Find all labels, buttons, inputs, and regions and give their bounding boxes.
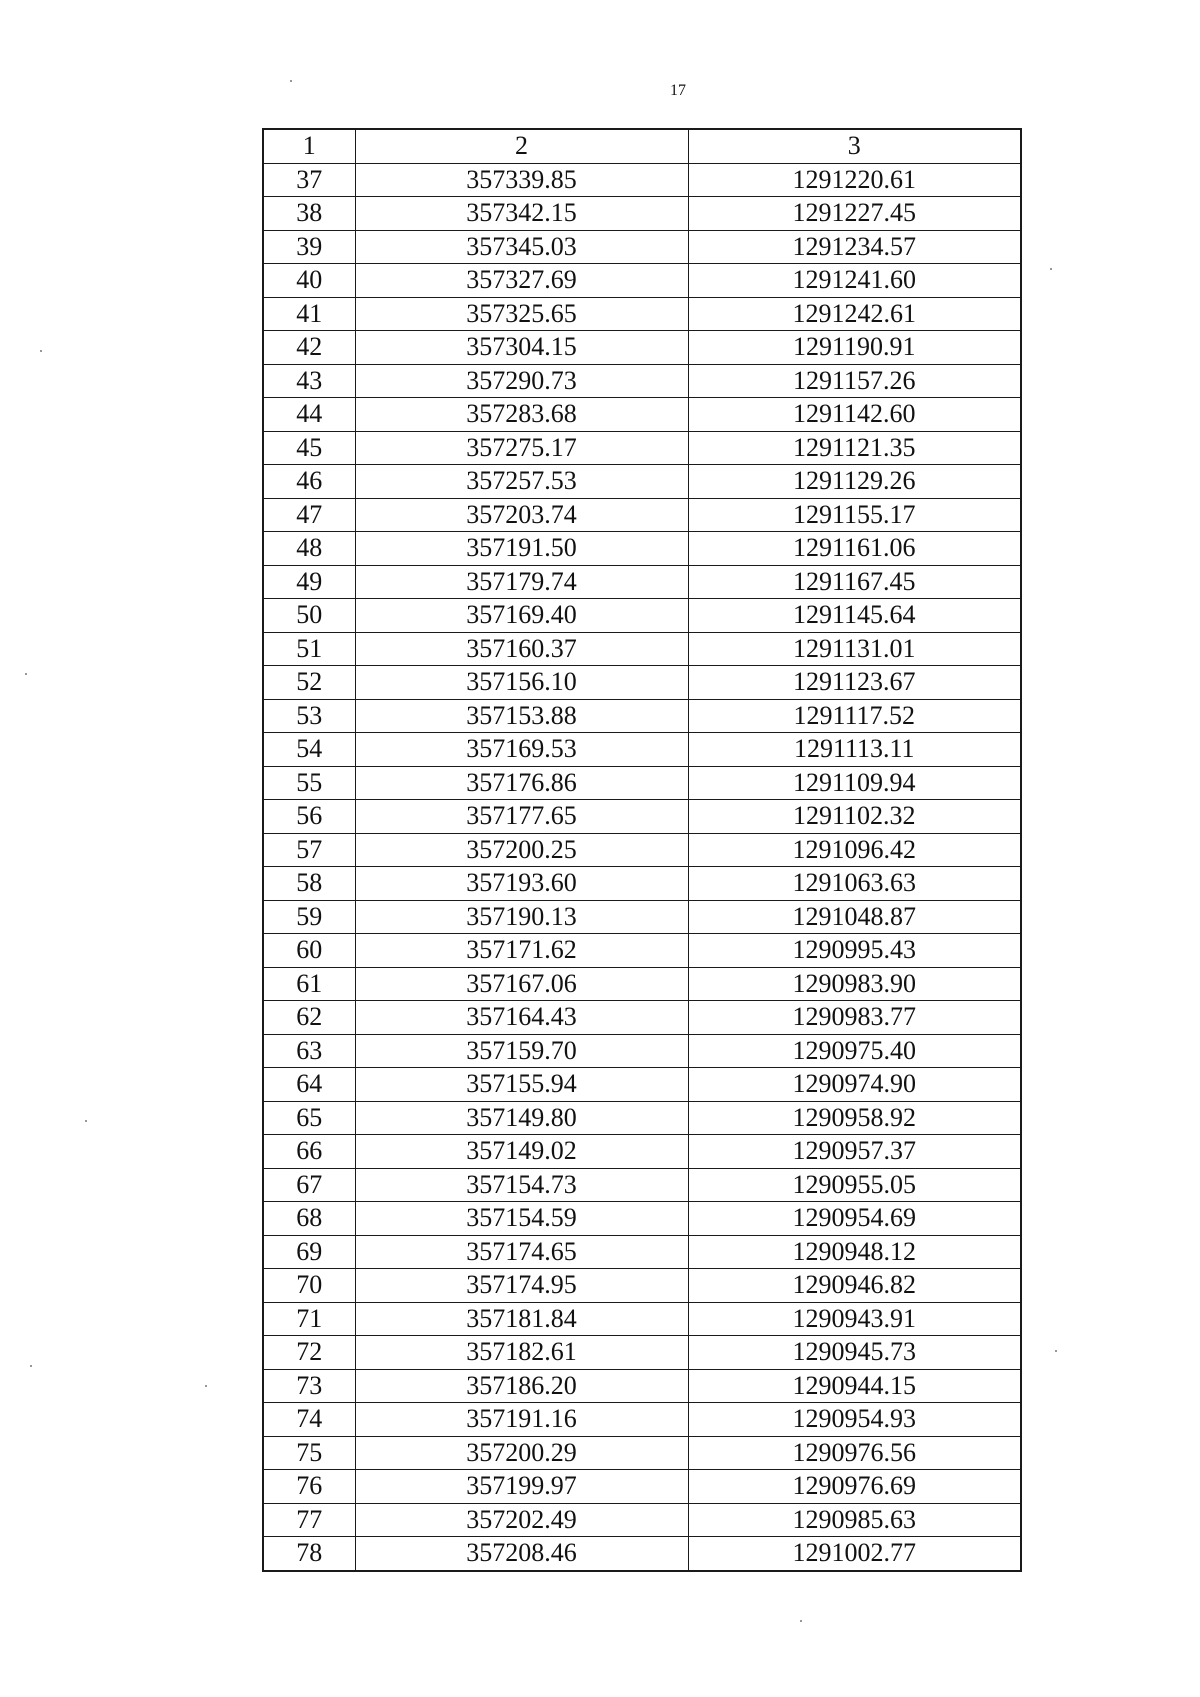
coordinate-x-cell: 357167.06 bbox=[355, 967, 688, 1001]
coordinate-x-cell: 357171.62 bbox=[355, 934, 688, 968]
point-number-cell: 51 bbox=[263, 632, 355, 666]
point-number-cell: 71 bbox=[263, 1302, 355, 1336]
point-number-cell: 63 bbox=[263, 1034, 355, 1068]
table-row bbox=[263, 967, 1021, 1001]
coordinate-x-cell: 357186.20 bbox=[355, 1369, 688, 1403]
point-number-cell: 50 bbox=[263, 599, 355, 633]
table-row bbox=[263, 1503, 1021, 1537]
point-number-cell: 49 bbox=[263, 565, 355, 599]
coordinate-y-cell: 1290957.37 bbox=[688, 1135, 1021, 1169]
point-number-cell: 56 bbox=[263, 800, 355, 834]
coordinate-x-cell: 357208.46 bbox=[355, 1537, 688, 1571]
coordinate-x-cell: 357203.74 bbox=[355, 498, 688, 532]
point-number-cell: 66 bbox=[263, 1135, 355, 1169]
coordinate-y-cell: 1291109.94 bbox=[688, 766, 1021, 800]
scan-speck bbox=[30, 1365, 32, 1367]
coordinate-y-cell: 1290946.82 bbox=[688, 1269, 1021, 1303]
coordinate-x-cell: 357202.49 bbox=[355, 1503, 688, 1537]
scan-speck bbox=[85, 1120, 87, 1122]
coordinate-x-cell: 357149.02 bbox=[355, 1135, 688, 1169]
table-row bbox=[263, 431, 1021, 465]
coordinate-y-cell: 1290955.05 bbox=[688, 1168, 1021, 1202]
table-row bbox=[263, 934, 1021, 968]
coordinate-x-cell: 357283.68 bbox=[355, 398, 688, 432]
point-number-cell: 39 bbox=[263, 230, 355, 264]
table-header bbox=[263, 129, 1021, 163]
coordinate-y-cell: 1291113.11 bbox=[688, 733, 1021, 767]
coordinate-y-cell: 1291220.61 bbox=[688, 163, 1021, 197]
coordinate-x-cell: 357304.15 bbox=[355, 331, 688, 365]
coordinate-y-cell: 1290976.69 bbox=[688, 1470, 1021, 1504]
coordinate-x-cell: 357200.25 bbox=[355, 833, 688, 867]
coordinate-x-cell: 357191.16 bbox=[355, 1403, 688, 1437]
table-row bbox=[263, 364, 1021, 398]
table-row bbox=[263, 1202, 1021, 1236]
point-number-cell: 42 bbox=[263, 331, 355, 365]
coordinate-x-cell: 357181.84 bbox=[355, 1302, 688, 1336]
coordinate-x-cell: 357339.85 bbox=[355, 163, 688, 197]
coordinate-x-cell: 357199.97 bbox=[355, 1470, 688, 1504]
coordinate-x-cell: 357191.50 bbox=[355, 532, 688, 566]
coordinate-y-cell: 1290945.73 bbox=[688, 1336, 1021, 1370]
table-row bbox=[263, 532, 1021, 566]
point-number-cell: 41 bbox=[263, 297, 355, 331]
coordinate-x-cell: 357156.10 bbox=[355, 666, 688, 700]
coordinate-x-cell: 357182.61 bbox=[355, 1336, 688, 1370]
point-number-cell: 44 bbox=[263, 398, 355, 432]
point-number-cell: 67 bbox=[263, 1168, 355, 1202]
coordinate-x-cell: 357325.65 bbox=[355, 297, 688, 331]
table-row bbox=[263, 800, 1021, 834]
coordinate-y-cell: 1291161.06 bbox=[688, 532, 1021, 566]
table-row bbox=[263, 1135, 1021, 1169]
scan-speck bbox=[800, 1620, 802, 1622]
coordinate-y-cell: 1290948.12 bbox=[688, 1235, 1021, 1269]
table-row bbox=[263, 465, 1021, 499]
coordinate-y-cell: 1291241.60 bbox=[688, 264, 1021, 298]
coordinate-y-cell: 1290943.91 bbox=[688, 1302, 1021, 1336]
point-number-cell: 73 bbox=[263, 1369, 355, 1403]
table-row bbox=[263, 867, 1021, 901]
coordinate-x-cell: 357200.29 bbox=[355, 1436, 688, 1470]
coordinate-x-cell: 357164.43 bbox=[355, 1001, 688, 1035]
column-header-2: 2 bbox=[355, 129, 688, 163]
table-row bbox=[263, 264, 1021, 298]
point-number-cell: 70 bbox=[263, 1269, 355, 1303]
coordinate-y-cell: 1291242.61 bbox=[688, 297, 1021, 331]
table-row bbox=[263, 632, 1021, 666]
coordinate-x-cell: 357257.53 bbox=[355, 465, 688, 499]
table-row bbox=[263, 1101, 1021, 1135]
scan-speck bbox=[1055, 1350, 1057, 1352]
coordinate-x-cell: 357176.86 bbox=[355, 766, 688, 800]
table-row bbox=[263, 1436, 1021, 1470]
coordinate-y-cell: 1291142.60 bbox=[688, 398, 1021, 432]
coordinate-x-cell: 357290.73 bbox=[355, 364, 688, 398]
point-number-cell: 43 bbox=[263, 364, 355, 398]
table-row bbox=[263, 1034, 1021, 1068]
scan-speck bbox=[205, 1385, 207, 1387]
table-row bbox=[263, 498, 1021, 532]
coordinate-x-cell: 357174.65 bbox=[355, 1235, 688, 1269]
coordinate-y-cell: 1291121.35 bbox=[688, 431, 1021, 465]
coordinate-x-cell: 357193.60 bbox=[355, 867, 688, 901]
coordinate-y-cell: 1291227.45 bbox=[688, 197, 1021, 231]
coordinate-x-cell: 357179.74 bbox=[355, 565, 688, 599]
scan-speck bbox=[40, 350, 42, 352]
point-number-cell: 54 bbox=[263, 733, 355, 767]
table-row bbox=[263, 766, 1021, 800]
coordinate-x-cell: 357154.59 bbox=[355, 1202, 688, 1236]
coordinate-x-cell: 357149.80 bbox=[355, 1101, 688, 1135]
table-row bbox=[263, 833, 1021, 867]
coordinate-x-cell: 357155.94 bbox=[355, 1068, 688, 1102]
column-header-3: 3 bbox=[688, 129, 1021, 163]
point-number-cell: 75 bbox=[263, 1436, 355, 1470]
point-number-cell: 62 bbox=[263, 1001, 355, 1035]
scan-speck bbox=[290, 80, 292, 82]
coordinate-y-cell: 1291129.26 bbox=[688, 465, 1021, 499]
coordinate-x-cell: 357154.73 bbox=[355, 1168, 688, 1202]
table-row bbox=[263, 733, 1021, 767]
point-number-cell: 74 bbox=[263, 1403, 355, 1437]
point-number-cell: 65 bbox=[263, 1101, 355, 1135]
table-row bbox=[263, 197, 1021, 231]
coordinate-y-cell: 1290958.92 bbox=[688, 1101, 1021, 1135]
table-row bbox=[263, 1537, 1021, 1571]
table-row bbox=[263, 699, 1021, 733]
point-number-cell: 77 bbox=[263, 1503, 355, 1537]
point-number-cell: 76 bbox=[263, 1470, 355, 1504]
coordinate-y-cell: 1291155.17 bbox=[688, 498, 1021, 532]
table-row bbox=[263, 565, 1021, 599]
point-number-cell: 48 bbox=[263, 532, 355, 566]
coordinate-y-cell: 1291048.87 bbox=[688, 900, 1021, 934]
point-number-cell: 72 bbox=[263, 1336, 355, 1370]
coordinate-x-cell: 357174.95 bbox=[355, 1269, 688, 1303]
coordinate-y-cell: 1290954.69 bbox=[688, 1202, 1021, 1236]
table-row bbox=[263, 599, 1021, 633]
coordinate-x-cell: 357169.40 bbox=[355, 599, 688, 633]
table-row bbox=[263, 297, 1021, 331]
coordinate-y-cell: 1291167.45 bbox=[688, 565, 1021, 599]
coordinate-y-cell: 1290944.15 bbox=[688, 1369, 1021, 1403]
table-row bbox=[263, 1302, 1021, 1336]
coordinate-x-cell: 357345.03 bbox=[355, 230, 688, 264]
page-number: 17 bbox=[670, 82, 686, 99]
coordinate-y-cell: 1291063.63 bbox=[688, 867, 1021, 901]
coordinate-y-cell: 1291117.52 bbox=[688, 699, 1021, 733]
table-row bbox=[263, 331, 1021, 365]
coordinate-y-cell: 1291123.67 bbox=[688, 666, 1021, 700]
coordinate-x-cell: 357275.17 bbox=[355, 431, 688, 465]
coordinate-y-cell: 1291190.91 bbox=[688, 331, 1021, 365]
table-row bbox=[263, 1235, 1021, 1269]
coordinate-x-cell: 357327.69 bbox=[355, 264, 688, 298]
point-number-cell: 57 bbox=[263, 833, 355, 867]
coordinate-y-cell: 1290976.56 bbox=[688, 1436, 1021, 1470]
table-row bbox=[263, 666, 1021, 700]
coordinate-y-cell: 1291145.64 bbox=[688, 599, 1021, 633]
coordinate-y-cell: 1291131.01 bbox=[688, 632, 1021, 666]
coordinate-y-cell: 1290985.63 bbox=[688, 1503, 1021, 1537]
table-row bbox=[263, 1168, 1021, 1202]
point-number-cell: 60 bbox=[263, 934, 355, 968]
table-row bbox=[263, 1403, 1021, 1437]
coordinate-y-cell: 1290974.90 bbox=[688, 1068, 1021, 1102]
coordinate-y-cell: 1290975.40 bbox=[688, 1034, 1021, 1068]
table-row bbox=[263, 900, 1021, 934]
coordinate-y-cell: 1290983.77 bbox=[688, 1001, 1021, 1035]
coordinate-y-cell: 1290954.93 bbox=[688, 1403, 1021, 1437]
coordinate-y-cell: 1290983.90 bbox=[688, 967, 1021, 1001]
coordinate-x-cell: 357169.53 bbox=[355, 733, 688, 767]
table-body bbox=[263, 163, 1021, 1571]
coordinate-y-cell: 1291102.32 bbox=[688, 800, 1021, 834]
column-header-1: 1 bbox=[263, 129, 355, 163]
point-number-cell: 61 bbox=[263, 967, 355, 1001]
scan-speck bbox=[25, 673, 27, 675]
point-number-cell: 64 bbox=[263, 1068, 355, 1102]
point-number-cell: 52 bbox=[263, 666, 355, 700]
coordinates-table bbox=[262, 128, 1022, 1572]
point-number-cell: 38 bbox=[263, 197, 355, 231]
scan-speck bbox=[1050, 268, 1052, 270]
point-number-cell: 58 bbox=[263, 867, 355, 901]
point-number-cell: 45 bbox=[263, 431, 355, 465]
point-number-cell: 78 bbox=[263, 1537, 355, 1571]
coordinate-x-cell: 357177.65 bbox=[355, 800, 688, 834]
coordinate-x-cell: 357342.15 bbox=[355, 197, 688, 231]
coordinate-y-cell: 1290995.43 bbox=[688, 934, 1021, 968]
point-number-cell: 37 bbox=[263, 163, 355, 197]
coordinate-x-cell: 357190.13 bbox=[355, 900, 688, 934]
point-number-cell: 55 bbox=[263, 766, 355, 800]
point-number-cell: 69 bbox=[263, 1235, 355, 1269]
point-number-cell: 47 bbox=[263, 498, 355, 532]
table-row bbox=[263, 398, 1021, 432]
coordinate-x-cell: 357160.37 bbox=[355, 632, 688, 666]
table-row bbox=[263, 1470, 1021, 1504]
point-number-cell: 53 bbox=[263, 699, 355, 733]
table-row bbox=[263, 1369, 1021, 1403]
table-row bbox=[263, 230, 1021, 264]
point-number-cell: 68 bbox=[263, 1202, 355, 1236]
table-row bbox=[263, 1336, 1021, 1370]
table-row bbox=[263, 1001, 1021, 1035]
coordinate-y-cell: 1291157.26 bbox=[688, 364, 1021, 398]
header-row bbox=[263, 129, 1021, 163]
coordinate-y-cell: 1291002.77 bbox=[688, 1537, 1021, 1571]
point-number-cell: 59 bbox=[263, 900, 355, 934]
coordinate-x-cell: 357153.88 bbox=[355, 699, 688, 733]
coordinate-y-cell: 1291234.57 bbox=[688, 230, 1021, 264]
table-row bbox=[263, 163, 1021, 197]
coordinate-x-cell: 357159.70 bbox=[355, 1034, 688, 1068]
point-number-cell: 40 bbox=[263, 264, 355, 298]
point-number-cell: 46 bbox=[263, 465, 355, 499]
table-row bbox=[263, 1068, 1021, 1102]
coordinate-y-cell: 1291096.42 bbox=[688, 833, 1021, 867]
table-row bbox=[263, 1269, 1021, 1303]
